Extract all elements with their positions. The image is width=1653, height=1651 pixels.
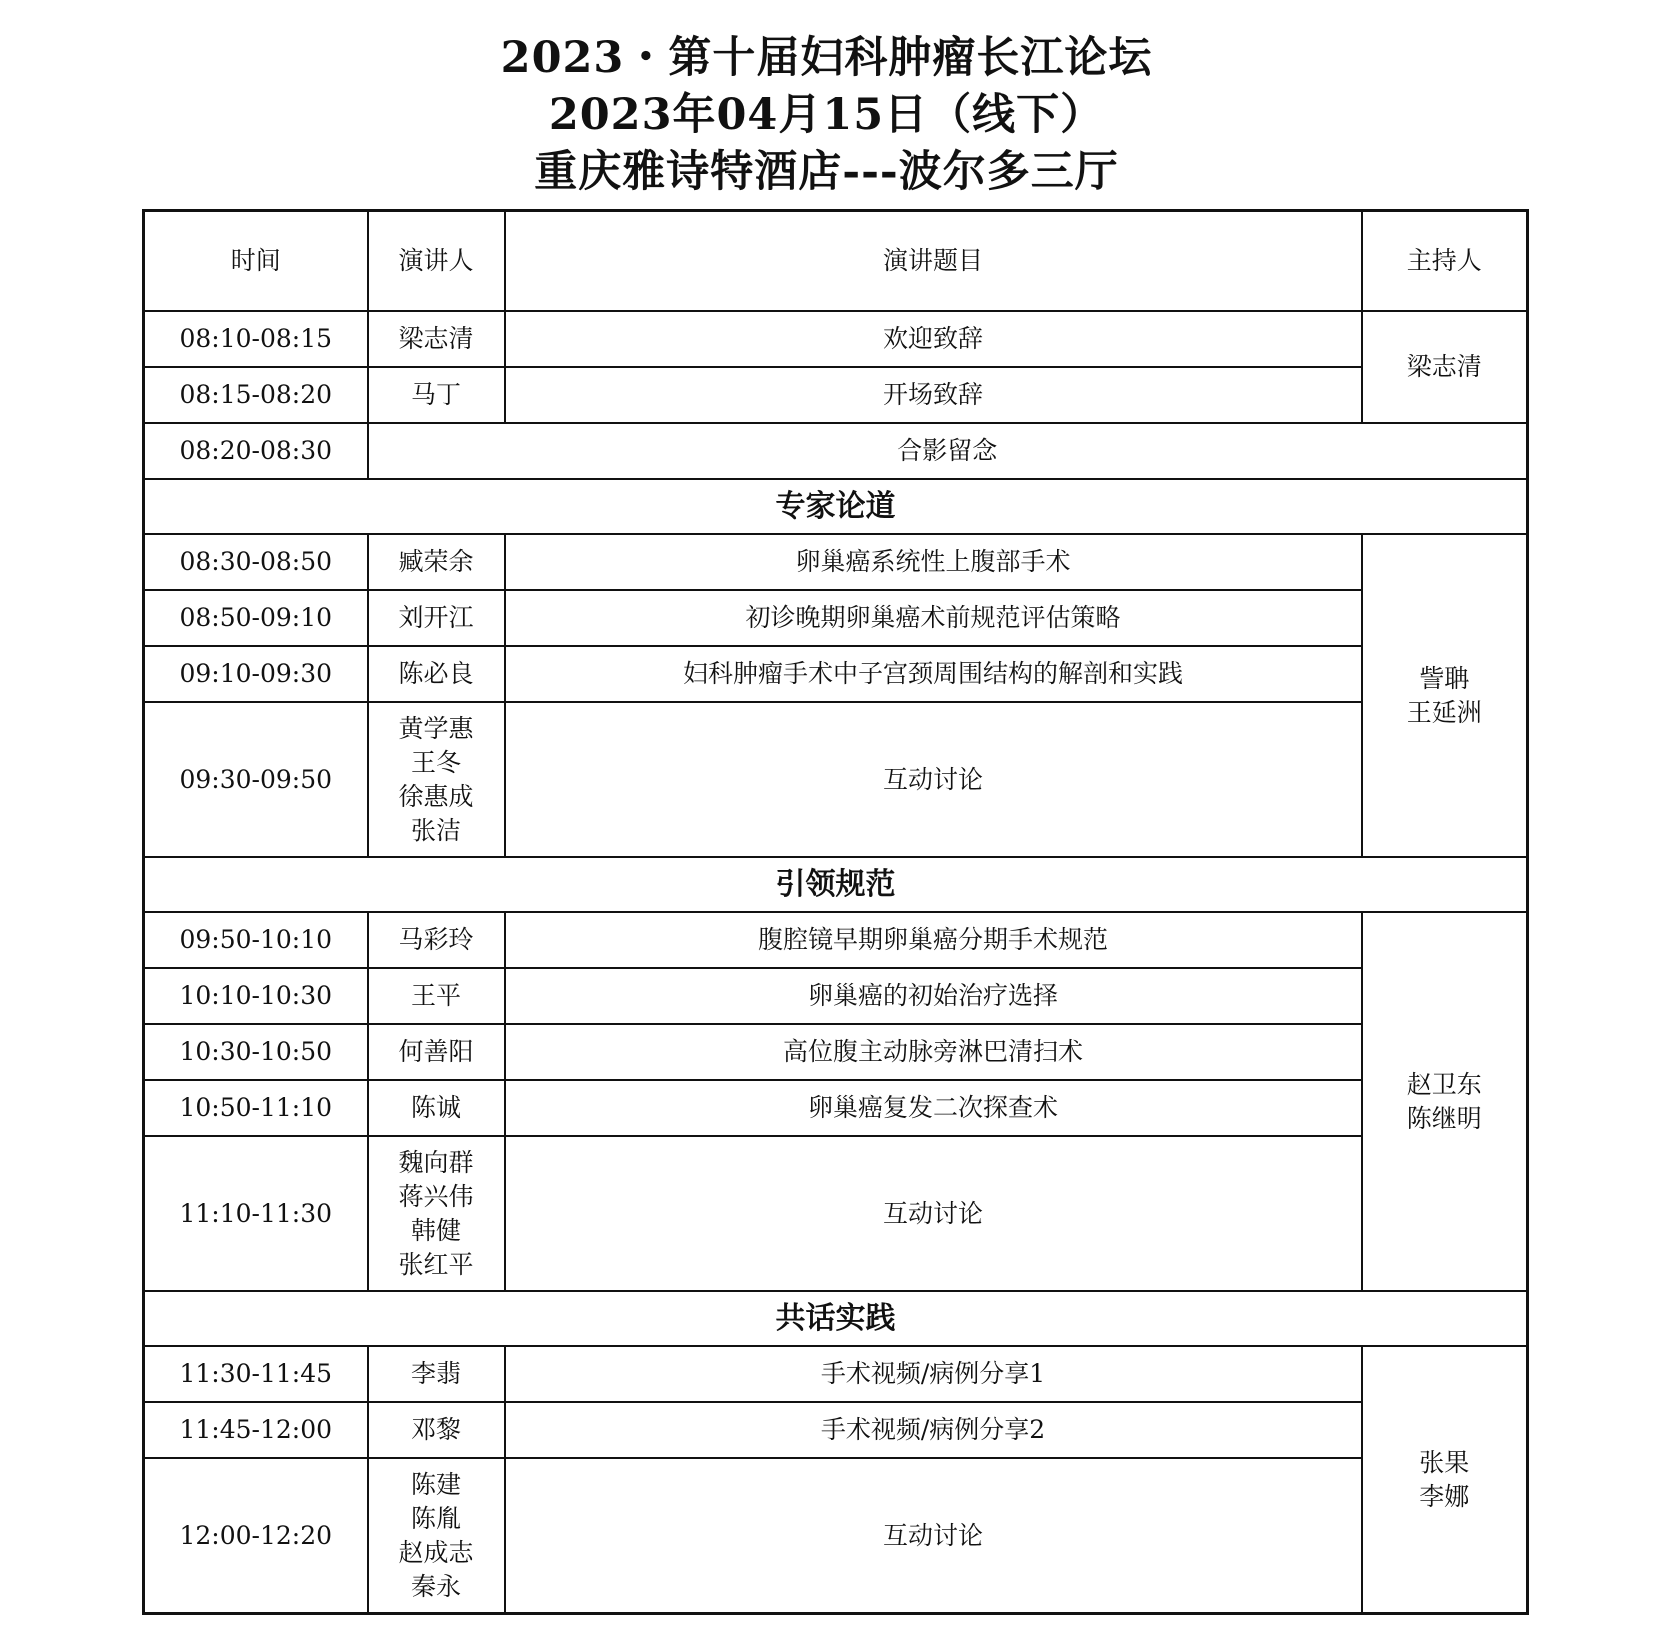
time-cell: 08:20-08:30	[144, 423, 368, 479]
section-title: 专家论道	[144, 479, 1528, 534]
speaker-cell: 马彩玲	[368, 912, 505, 968]
time-cell: 08:15-08:20	[144, 367, 368, 423]
header-time: 时间	[144, 211, 368, 312]
table-row	[144, 367, 1528, 423]
section-header-row	[144, 479, 1528, 534]
speaker-name: 张红平	[398, 1249, 474, 1279]
speaker-cell: 何善阳	[368, 1024, 505, 1080]
speaker-cell	[368, 1136, 505, 1291]
host-cell	[1362, 534, 1528, 857]
table-row	[144, 534, 1528, 590]
speaker-cell	[368, 702, 505, 857]
topic-cell: 互动讨论	[505, 702, 1362, 857]
title-forum: 2023・第十届妇科肿瘤长江论坛	[500, 33, 1153, 83]
topic-cell: 手术视频/病例分享1	[505, 1346, 1362, 1402]
host-name: 王延洲	[1406, 697, 1482, 727]
table-row-discussion	[144, 1458, 1528, 1614]
speaker-cell: 王平	[368, 968, 505, 1024]
topic-cell: 互动讨论	[505, 1458, 1362, 1614]
topic-cell: 卵巢癌的初始治疗选择	[505, 968, 1362, 1024]
table-row	[144, 646, 1528, 702]
time-cell: 11:10-11:30	[144, 1136, 368, 1291]
section-header-row	[144, 857, 1528, 912]
speaker-name: 陈胤	[410, 1503, 461, 1533]
speaker-name: 陈建	[410, 1469, 461, 1499]
document-title	[0, 30, 1653, 201]
header-topic: 演讲题目	[505, 211, 1362, 312]
title-date: 2023年04月15日（线下）	[548, 90, 1105, 140]
topic-cell: 初诊晚期卵巢癌术前规范评估策略	[505, 590, 1362, 646]
table-row	[144, 1346, 1528, 1402]
table-row	[144, 1402, 1528, 1458]
topic-cell: 卵巢癌复发二次探查术	[505, 1080, 1362, 1136]
host-cell: 梁志清	[1362, 311, 1528, 423]
time-cell: 10:30-10:50	[144, 1024, 368, 1080]
table-row	[144, 311, 1528, 367]
speaker-cell	[368, 1458, 505, 1614]
speaker-name: 韩健	[410, 1215, 461, 1245]
speaker-name: 王冬	[410, 747, 461, 777]
topic-cell: 卵巢癌系统性上腹部手术	[505, 534, 1362, 590]
speaker-cell: 刘开江	[368, 590, 505, 646]
table-row	[144, 912, 1528, 968]
time-cell: 09:10-09:30	[144, 646, 368, 702]
topic-cell: 腹腔镜早期卵巢癌分期手术规范	[505, 912, 1362, 968]
time-cell: 08:10-08:15	[144, 311, 368, 367]
host-cell	[1362, 912, 1528, 1291]
schedule-table	[142, 209, 1529, 1615]
host-name: 赵卫东	[1406, 1069, 1482, 1099]
header-host: 主持人	[1362, 211, 1528, 312]
section-title: 引领规范	[144, 857, 1528, 912]
header-speaker: 演讲人	[368, 211, 505, 312]
time-cell: 10:10-10:30	[144, 968, 368, 1024]
topic-cell: 高位腹主动脉旁淋巴清扫术	[505, 1024, 1362, 1080]
host-name: 陈继明	[1406, 1103, 1482, 1133]
time-cell: 09:30-09:50	[144, 702, 368, 857]
speaker-cell: 臧荣余	[368, 534, 505, 590]
header-row	[144, 211, 1528, 312]
speaker-cell: 邓黎	[368, 1402, 505, 1458]
host-name: 訾聃	[1419, 663, 1470, 693]
speaker-name: 张洁	[410, 815, 461, 845]
table-row-photo	[144, 423, 1528, 479]
speaker-cell: 李翡	[368, 1346, 505, 1402]
table-row	[144, 1080, 1528, 1136]
time-cell: 08:30-08:50	[144, 534, 368, 590]
topic-cell: 手术视频/病例分享2	[505, 1402, 1362, 1458]
table-row	[144, 968, 1528, 1024]
table-row-discussion	[144, 702, 1528, 857]
speaker-cell: 陈诚	[368, 1080, 505, 1136]
section-header-row	[144, 1291, 1528, 1346]
topic-cell: 开场致辞	[505, 367, 1362, 423]
time-cell: 08:50-09:10	[144, 590, 368, 646]
host-name: 李娜	[1419, 1481, 1470, 1511]
speaker-name: 秦永	[410, 1571, 461, 1601]
section-title: 共话实践	[144, 1291, 1528, 1346]
speaker-name: 黄学惠	[398, 713, 474, 743]
time-cell: 11:45-12:00	[144, 1402, 368, 1458]
time-cell: 09:50-10:10	[144, 912, 368, 968]
time-cell: 10:50-11:10	[144, 1080, 368, 1136]
time-cell: 11:30-11:45	[144, 1346, 368, 1402]
host-cell	[1362, 1346, 1528, 1614]
topic-cell: 欢迎致辞	[505, 311, 1362, 367]
speaker-name: 徐惠成	[398, 781, 474, 811]
speaker-name: 蒋兴伟	[398, 1181, 474, 1211]
time-cell: 12:00-12:20	[144, 1458, 368, 1614]
speaker-name: 赵成志	[398, 1537, 474, 1567]
speaker-cell: 梁志清	[368, 311, 505, 367]
table-row-discussion	[144, 1136, 1528, 1291]
host-name: 张果	[1419, 1447, 1470, 1477]
speaker-cell: 马丁	[368, 367, 505, 423]
table-row	[144, 590, 1528, 646]
table-row	[144, 1024, 1528, 1080]
photo-session-cell: 合影留念	[368, 423, 1528, 479]
topic-cell: 互动讨论	[505, 1136, 1362, 1291]
speaker-name: 魏向群	[398, 1147, 474, 1177]
speaker-cell: 陈必良	[368, 646, 505, 702]
topic-cell: 妇科肿瘤手术中子宫颈周围结构的解剖和实践	[505, 646, 1362, 702]
title-venue: 重庆雅诗特酒店---波尔多三厅	[534, 147, 1119, 197]
